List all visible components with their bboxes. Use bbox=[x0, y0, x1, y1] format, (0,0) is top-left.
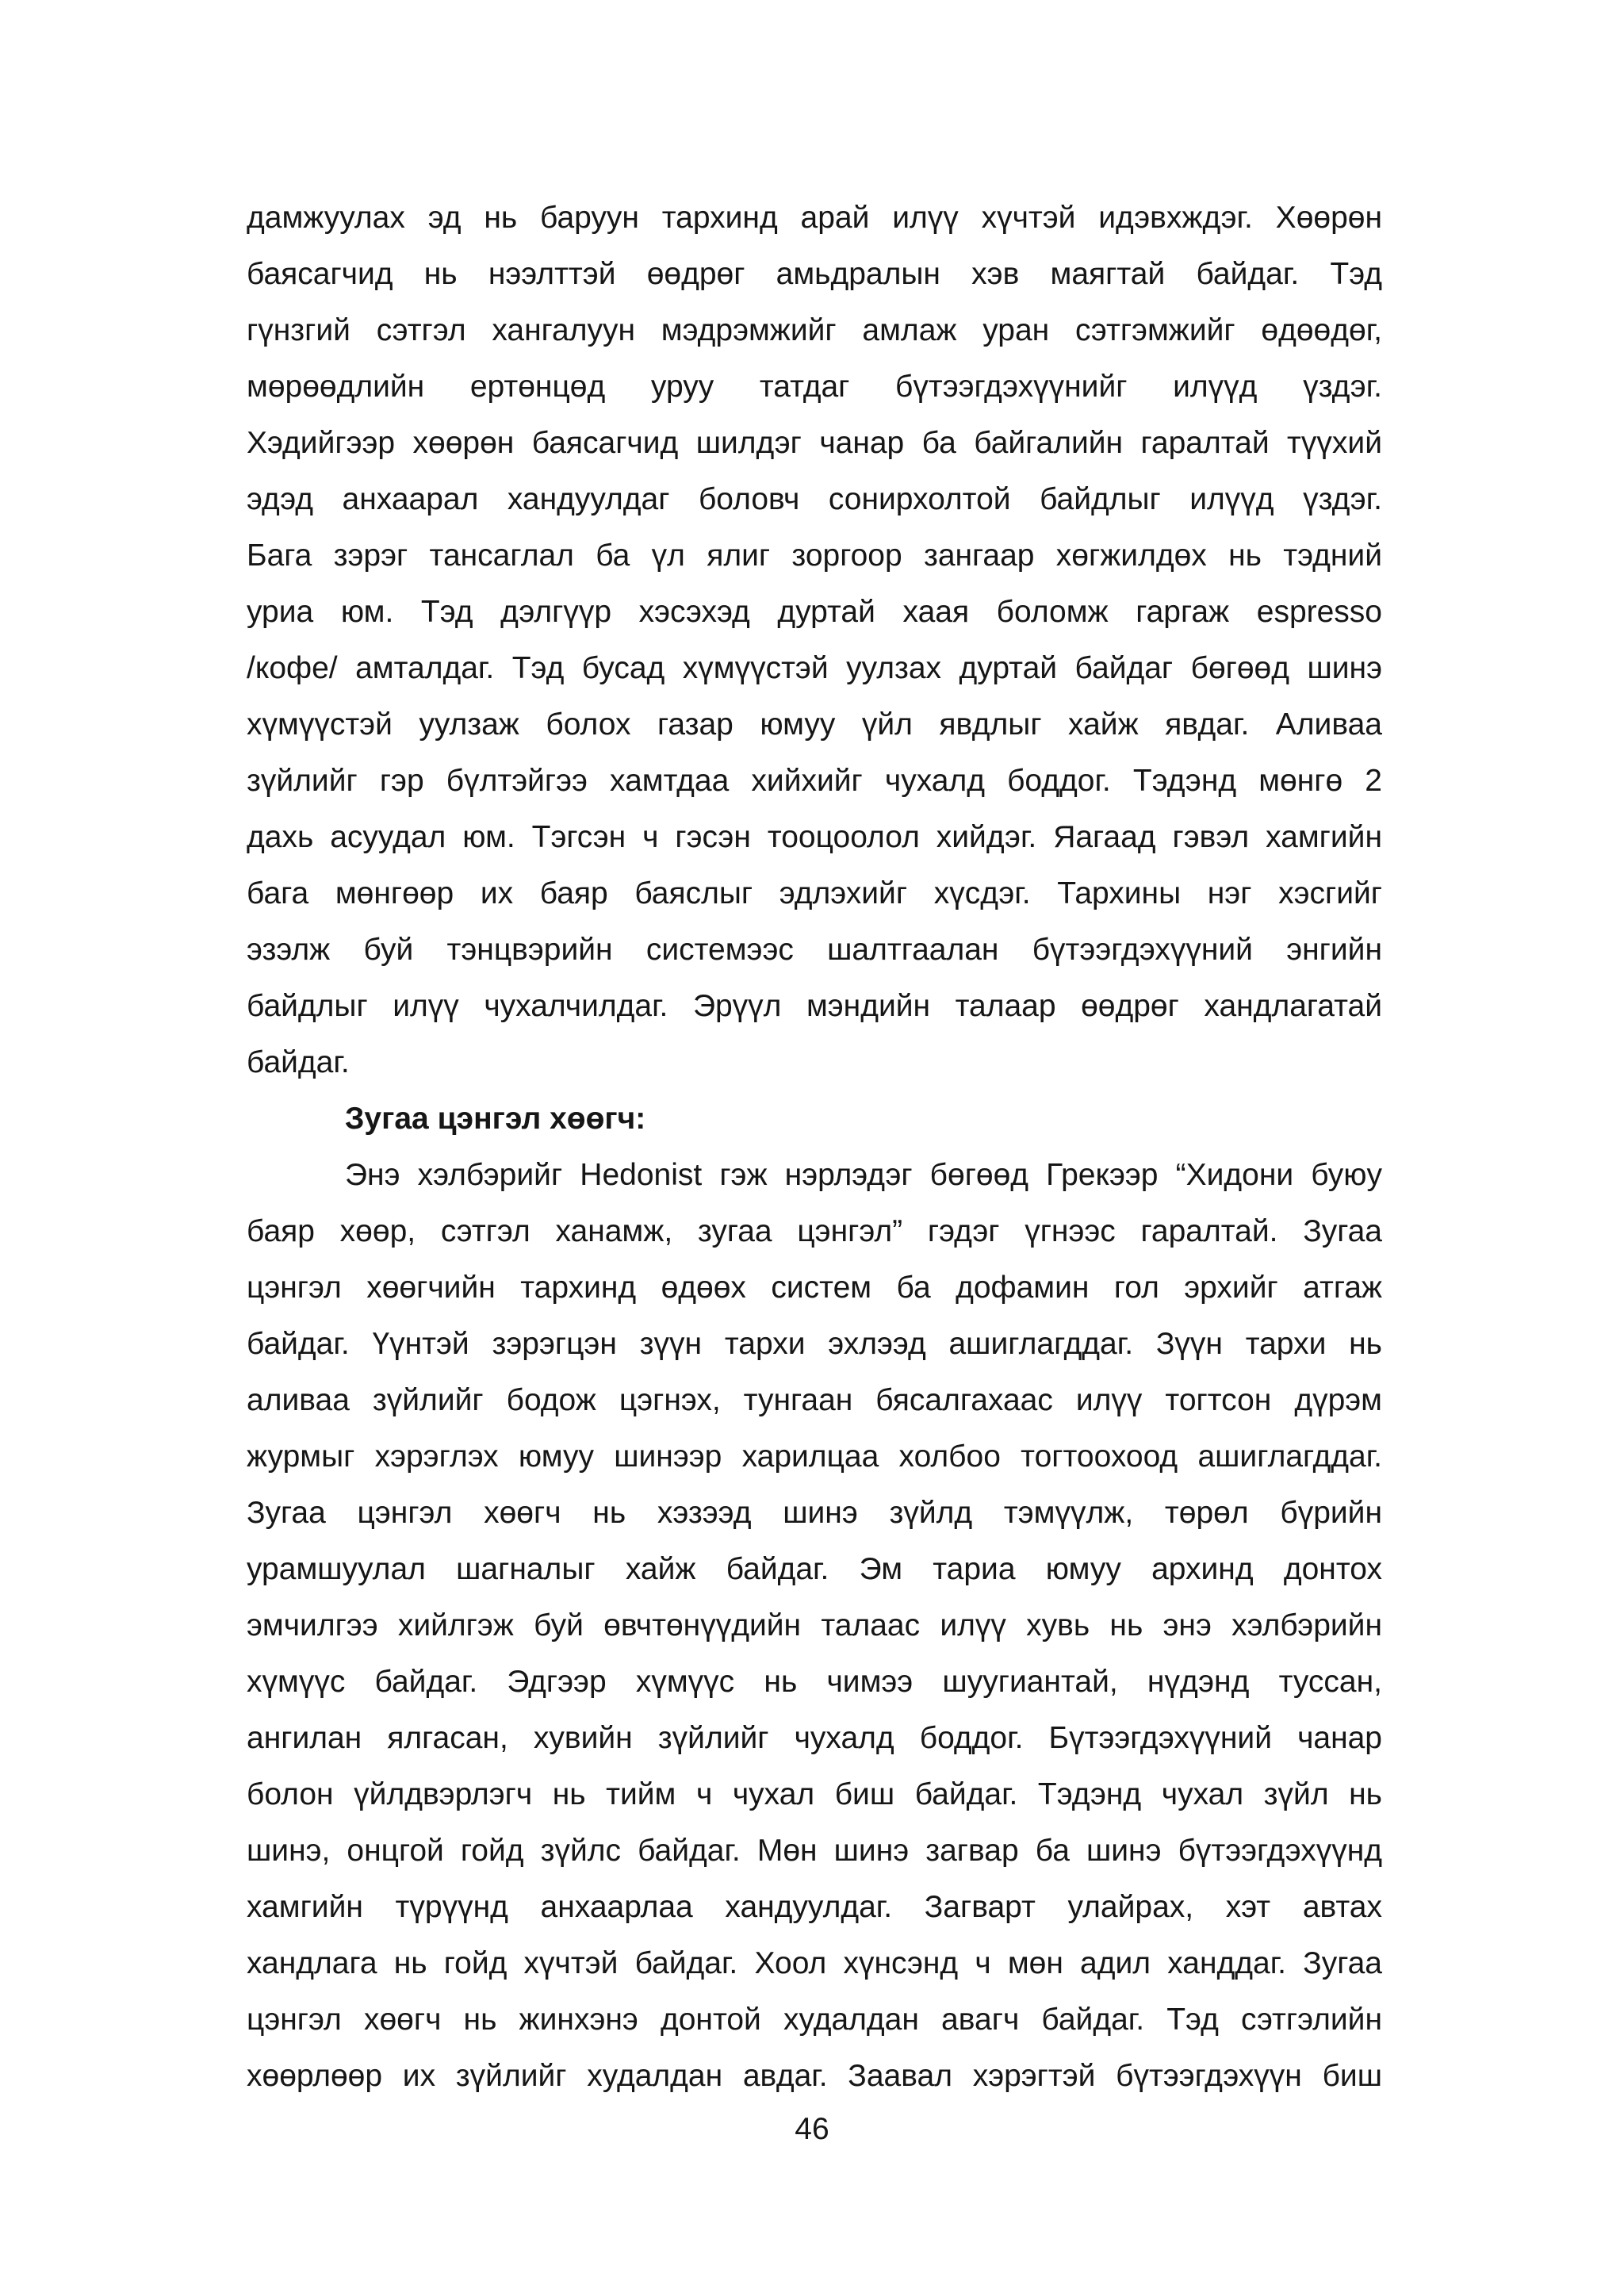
text-line: болон үйлдвэрлэгч нь тийм ч чухал биш байдаг. Тэдэнд чухал зүйл нь bbox=[247, 1777, 1382, 1811]
page-number: 46 bbox=[795, 2112, 829, 2146]
text-line: хүмүүс байдаг. Эдгээр хүмүүс нь чимээ шуугиантай, нүдэнд туссан, bbox=[247, 1665, 1382, 1699]
text-line: /кофе/ амталдаг. Тэд бусад хүмүүстэй уулзах дуртай байдаг бөгөөд шинэ bbox=[247, 651, 1382, 685]
text-line: хандлага нь гойд хүчтэй байдаг. Хоол хүнсэнд ч мөн адил ханддаг. Зугаа bbox=[247, 1946, 1382, 1980]
text-line: цэнгэл хөөгч нь жинхэнэ донтой худалдан авагч байдаг. Тэд сэтгэлийн bbox=[247, 2003, 1382, 2037]
text-line: Энэ хэлбэрийг Hedonist гэж нэрлэдэг бөгөөд Грекээр “Хидони буюу bbox=[345, 1158, 1382, 1192]
text-line: Бага зэрэг тансаглал ба үл ялиг зоргоор зангаар хөгжилдөх нь тэдний bbox=[247, 539, 1382, 573]
text-line: хөөрлөөр их зүйлийг худалдан авдаг. Заавал хэрэгтэй бүтээгдэхүүн биш bbox=[247, 2059, 1382, 2093]
section-heading: Зугаа цэнгэл хөөгч: bbox=[345, 1102, 646, 1136]
text-line: шинэ, онцгой гойд зүйлс байдаг. Мөн шинэ загвар ба шинэ бүтээгдэхүүнд bbox=[247, 1834, 1382, 1868]
text-line: аливаа зүйлийг бодож цэгнэх, тунгаан бясалгахаас илүү тогтсон дүрэм bbox=[247, 1383, 1382, 1417]
text-line: баясагчид нь нээлттэй өөдрөг амьдралын хэв маягтай байдаг. Тэд bbox=[247, 257, 1382, 291]
text-line: эдэд анхаарал хандуулдаг боловч сонирхолтой байдлыг илүүд үздэг. bbox=[247, 482, 1382, 516]
text-line: Зугаа цэнгэл хөөгч нь хэзээд шинэ зүйлд тэмүүлж, төрөл бүрийн bbox=[247, 1496, 1382, 1530]
text-line: журмыг хэрэглэх юмуу шинээр харилцаа холбоо тогтоохоод ашиглагддаг. bbox=[247, 1439, 1382, 1474]
text-line: урамшуулал шагналыг хайж байдаг. Эм тариа юмуу архинд донтох bbox=[247, 1552, 1382, 1586]
text-line: Хэдийгээр хөөрөн баясагчид шилдэг чанар ба байгалийн гаралтай түүхий bbox=[247, 426, 1382, 460]
text-line: дамжуулах эд нь баруун тархинд арай илүү хүчтэй идэвхждэг. Хөөрөн bbox=[247, 201, 1382, 235]
text-line: ангилан ялгасан, хувийн зүйлийг чухалд боддог. Бүтээгдэхүүний чанар bbox=[247, 1721, 1382, 1755]
text-line: эмчилгээ хийлгэж буй өвчтөнүүдийн талаас илүү хувь нь энэ хэлбэрийн bbox=[247, 1608, 1382, 1642]
text-line: уриа юм. Тэд дэлгүүр хэсэхэд дуртай хаая боломж гаргаж espresso bbox=[247, 595, 1382, 629]
text-line: баяр хөөр, сэтгэл ханамж, зугаа цэнгэл” гэдэг үгнээс гаралтай. Зугаа bbox=[247, 1214, 1382, 1248]
text-line: зүйлийг гэр бүлтэйгээ хамтдаа хийхийг чухалд боддог. Тэдэнд мөнгө 2 bbox=[247, 764, 1382, 798]
text-line: байдаг. Үүнтэй зэрэгцэн зүүн тархи эхлээд ашиглагддаг. Зүүн тархи нь bbox=[247, 1327, 1382, 1361]
text-line: хамгийн түрүүнд анхаарлаа хандуулдаг. Загварт улайрах, хэт автах bbox=[247, 1890, 1382, 1924]
text-line: бага мөнгөөр их баяр баяслыг эдлэхийг хүсдэг. Тархины нэг хэсгийг bbox=[247, 876, 1382, 910]
text-line: мөрөөдлийн ертөнцөд уруу татдаг бүтээгдэхүүнийг илүүд үздэг. bbox=[247, 370, 1382, 404]
text-line: цэнгэл хөөгчийн тархинд өдөөх систем ба дофамин гол эрхийг атгаж bbox=[247, 1271, 1382, 1305]
text-line: дахь асуудал юм. Тэгсэн ч гэсэн тооцоолол хийдэг. Яагаад гэвэл хамгийн bbox=[247, 820, 1382, 854]
text-line: хүмүүстэй уулзаж болох газар юмуу үйл явдлыг хайж явдаг. Аливаа bbox=[247, 707, 1382, 742]
text-line: байдаг. bbox=[247, 1045, 350, 1079]
text-line: гүнзгий сэтгэл хангалуун мэдрэмжийг амлаж уран сэтгэмжийг өдөөдөг, bbox=[247, 313, 1382, 347]
text-line: эзэлж буй тэнцвэрийн системээс шалтгаалан бүтээгдэхүүний энгийн bbox=[247, 933, 1382, 967]
text-line: байдлыг илүү чухалчилдаг. Эрүүл мэндийн талаар өөдрөг хандлагатай bbox=[247, 989, 1382, 1023]
